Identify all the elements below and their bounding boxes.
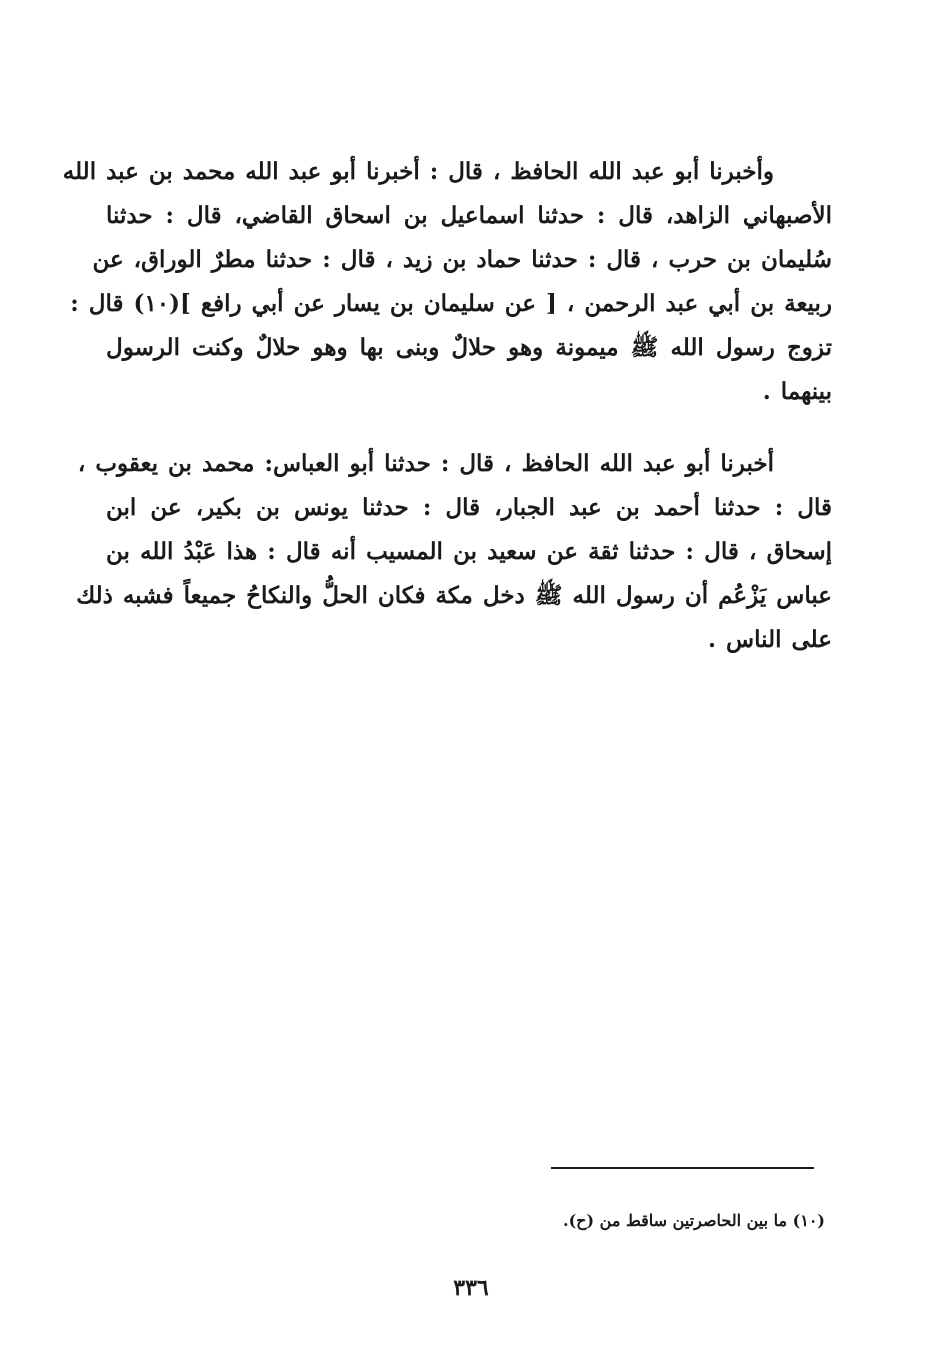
text-line: الأصبهاني الزاهد، قال : حدثنا اسماعيل بن اسحاق القاضي، قال : حدثنا <box>106 202 832 229</box>
page-number: ٣٣٦ <box>453 1275 489 1301</box>
text-line: وأخبرنا أبو عبد الله الحافظ ، قال : أخبرنا أبو عبد الله محمد بن عبد الله <box>62 158 774 185</box>
text-line: قال : حدثنا أحمد بن عبد الجبار، قال : حدثنا يونس بن بكير، عن ابن <box>106 494 832 521</box>
text-line: سُليمان بن حرب ، قال : حدثنا حماد بن زيد ، قال : حدثنا مطرٌ الوراق، عن <box>92 246 832 273</box>
footnote-divider <box>551 1167 814 1169</box>
footnote: (١٠) ما بين الحاصرتين ساقط من (ح). <box>563 1211 825 1230</box>
paragraph-2 <box>76 442 832 662</box>
text-line: عباس يَزْعُم أن رسول الله ﷺ دخل مكة فكان الحلُّ والنكاحُ جميعاً فشبه ذلك <box>76 582 832 609</box>
text-line: بينهما . <box>762 378 832 405</box>
text-line: أخبرنا أبو عبد الله الحافظ ، قال : حدثنا أبو العباس: محمد بن يعقوب ، <box>77 450 774 477</box>
paragraph-1 <box>62 150 832 414</box>
text-line: إسحاق ، قال : حدثنا ثقة عن سعيد بن المسيب أنه قال : هذا عَبْدُ الله بن <box>106 538 832 565</box>
text-line: تزوج رسول الله ﷺ ميمونة وهو حلالٌ وبنى بها وهو حلالٌ وكنت الرسول <box>106 334 832 361</box>
text-line: ربيعة بن أبي عبد الرحمن ، [ عن سليمان بن يسار عن أبي رافع ](١٠) قال : <box>70 290 832 317</box>
text-line: على الناس . <box>708 626 832 653</box>
